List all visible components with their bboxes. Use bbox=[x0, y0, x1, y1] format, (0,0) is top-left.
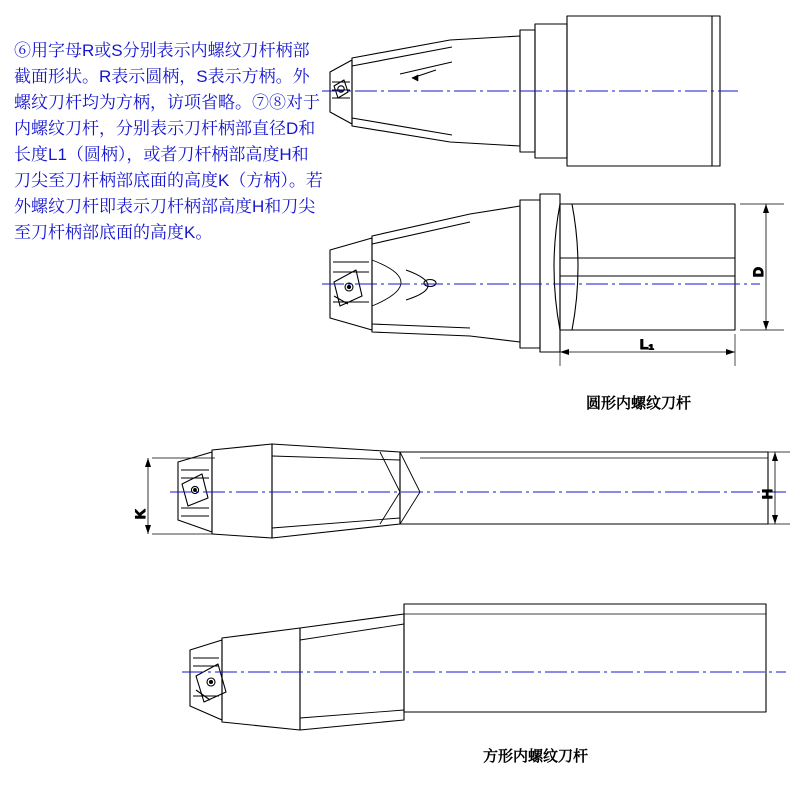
dimension-label-H: H bbox=[759, 488, 775, 500]
caption-round-threading-bar: 圆形内螺纹刀杆 bbox=[586, 395, 692, 412]
figure-square-threading-bar bbox=[182, 604, 786, 730]
caption-square-threading-bar: 方形内螺纹刀杆 bbox=[483, 748, 589, 765]
dimension-label-L1: L₁ bbox=[639, 336, 655, 352]
figure-square-shank-side bbox=[132, 444, 790, 538]
note-text: ⑥用字母R或S分别表示内螺纹刀杆柄部截面形状。R表示圆柄，S表示方柄。外螺纹刀杆均为方柄，访项省略。⑦⑧对于内螺纹刀杆，分别表示刀杆柄部直径D和长度L1（圆柄），或者刀杆柄部高度H和刀尖至刀杆柄部底面的高度K（方柄）。若外螺纹刀杆即表示刀杆柄部高度H和刀尖至刀杆柄部底面的高度K。 bbox=[14, 41, 323, 242]
figure-top-round-shank bbox=[322, 16, 738, 166]
figure-round-threading-bar bbox=[322, 194, 784, 366]
dimension-label-K: K bbox=[132, 508, 148, 520]
dimension-label-D: D bbox=[750, 266, 766, 278]
